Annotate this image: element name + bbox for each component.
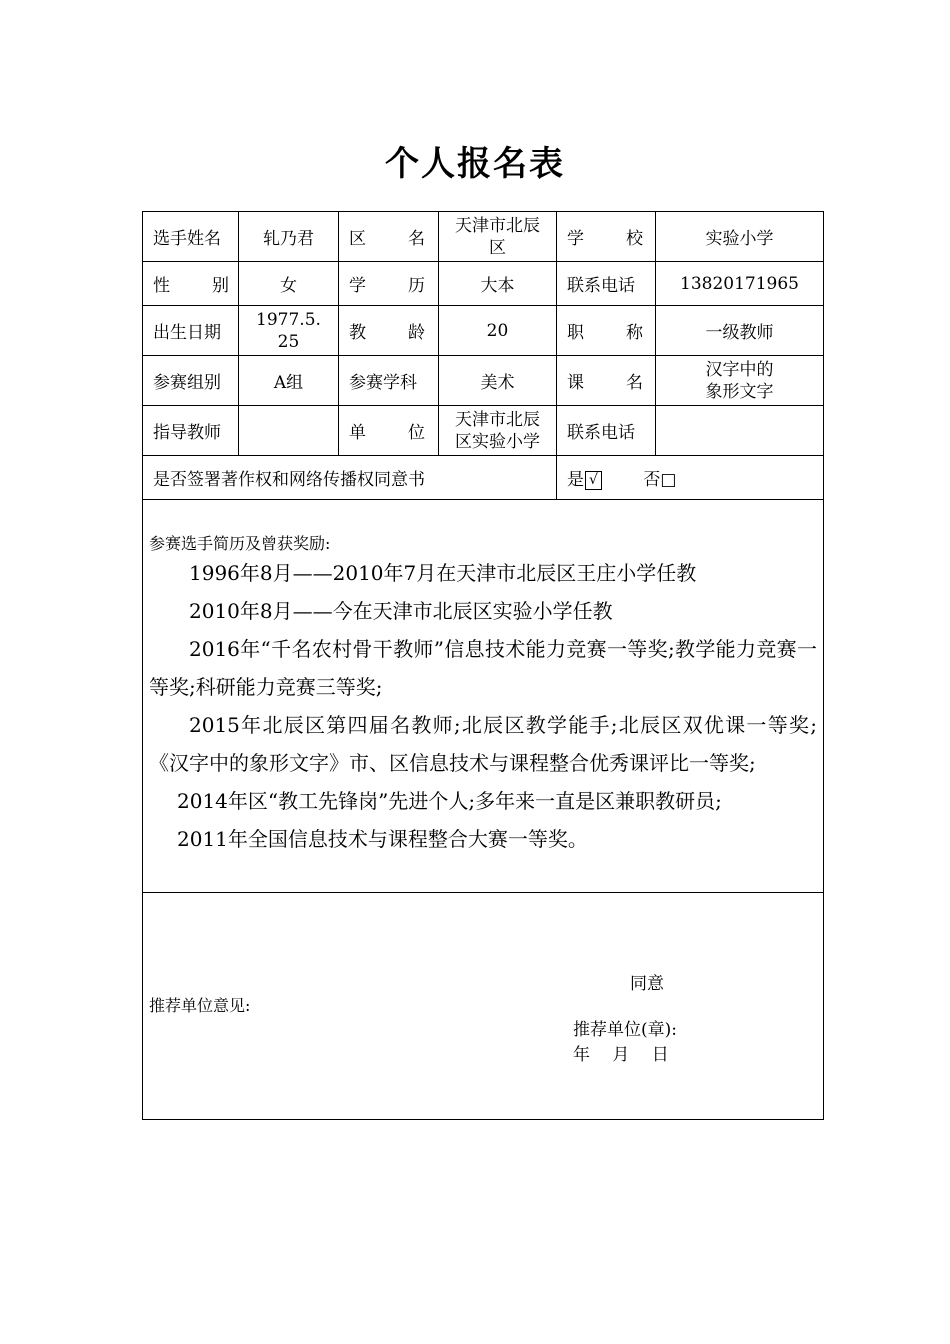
label-lesson-a: 课 [567, 373, 584, 393]
resume-cell [143, 500, 824, 893]
label-lesson-b: 名 [626, 373, 643, 393]
label-teaching-years [339, 306, 439, 356]
copyright-no-checkbox[interactable]: □ [660, 470, 677, 490]
label-gender [143, 262, 239, 306]
label-gender-b: 别 [212, 276, 229, 296]
label-school-b: 校 [626, 229, 643, 249]
label-school [557, 212, 656, 262]
label-education-a: 学 [349, 276, 366, 296]
copyright-no-label: 否 [643, 470, 661, 490]
opinion-cell [143, 893, 824, 1120]
value-lesson [656, 356, 824, 406]
resume-heading: 参赛选手简历及曾获奖励: [149, 534, 331, 553]
page-title: 个人报名表 [385, 144, 565, 184]
label-unit-b: 位 [408, 423, 425, 443]
copyright-question: 是否签署著作权和网络传播权同意书 [143, 456, 557, 500]
label-lesson [557, 356, 656, 406]
label-title [557, 306, 656, 356]
resume-paragraph: 2010年8月——今在天津市北辰区实验小学任教 [189, 599, 613, 623]
value-advisor-phone [656, 406, 824, 456]
opinion-seal-label: 推荐单位(章): [573, 1020, 677, 1040]
label-gender-a: 性 [153, 276, 170, 296]
label-district [339, 212, 439, 262]
value-birthdate [239, 306, 339, 356]
label-group: 参赛组别 [143, 356, 239, 406]
table-row [143, 406, 824, 456]
label-school-a: 学 [567, 229, 584, 249]
copyright-answer [557, 456, 824, 500]
value-birthdate-b: 25 [277, 331, 300, 352]
resume-paragraph: 2014年区“教工先锋岗”先进个人;多年来一直是区兼职教研员; [177, 789, 722, 813]
label-district-b: 名 [408, 229, 425, 249]
label-teaching-years-b: 龄 [408, 323, 425, 343]
value-advisor [239, 406, 339, 456]
table-row [143, 262, 824, 306]
opinion-agree: 同意 [630, 974, 664, 994]
value-subject: 美术 [439, 356, 557, 406]
label-title-b: 称 [626, 323, 643, 343]
resume-paragraph: 1996年8月——2010年7月在天津市北辰区王庄小学任教 [189, 561, 697, 585]
resume-paragraph: 2016年“千名农村骨干教师”信息技术能力竞赛一等奖;教学能力竞赛一等奖;科研能力竞赛三等奖; [149, 637, 817, 699]
opinion-heading: 推荐单位意见: [149, 996, 251, 1015]
label-district-a: 区 [349, 229, 366, 249]
value-group: A组 [239, 356, 339, 406]
value-phone: 13820171965 [656, 262, 824, 306]
label-education-b: 历 [408, 276, 425, 296]
table-row [143, 212, 824, 262]
value-unit [439, 406, 557, 456]
value-birthdate-a: 1977.5. [256, 309, 321, 330]
value-unit-b: 区实验小学 [455, 431, 540, 452]
label-name: 选手姓名 [143, 212, 239, 262]
label-title-a: 职 [567, 323, 584, 343]
label-teaching-years-a: 教 [349, 323, 366, 343]
value-district-a: 天津市北辰 [455, 215, 540, 236]
registration-form [142, 211, 824, 1120]
resume-paragraph: 2011年全国信息技术与课程整合大赛一等奖。 [177, 827, 588, 851]
label-unit [339, 406, 439, 456]
opinion-date: 年 月 日 [573, 1045, 669, 1065]
resume-paragraph: 2015年北辰区第四届名教师;北辰区教学能手;北辰区双优课一等奖;《汉字中的象形文字》市、区信息技术与课程整合优秀课评比一等奖; [149, 713, 817, 775]
label-phone: 联系电话 [557, 262, 656, 306]
label-birthdate: 出生日期 [143, 306, 239, 356]
value-gender: 女 [239, 262, 339, 306]
resume-body [149, 554, 817, 858]
label-subject: 参赛学科 [339, 356, 439, 406]
table-row [143, 356, 824, 406]
value-lesson-b: 象形文字 [705, 381, 774, 402]
value-name: 轧乃君 [239, 212, 339, 262]
value-lesson-a: 汉字中的 [705, 359, 774, 380]
table-row [143, 500, 824, 893]
label-education [339, 262, 439, 306]
value-teaching-years: 20 [439, 306, 557, 356]
value-district [439, 212, 557, 262]
label-advisor: 指导教师 [143, 406, 239, 456]
label-unit-a: 单 [349, 423, 366, 443]
value-title: 一级教师 [656, 306, 824, 356]
copyright-yes-checkbox[interactable]: √ [585, 471, 602, 490]
value-education: 大本 [439, 262, 557, 306]
table-row [143, 893, 824, 1120]
value-unit-a: 天津市北辰 [455, 409, 540, 430]
value-school: 实验小学 [656, 212, 824, 262]
value-district-b: 区 [489, 237, 506, 258]
table-row [143, 456, 824, 500]
table-row [143, 306, 824, 356]
copyright-yes-label: 是 [567, 470, 584, 490]
label-advisor-phone: 联系电话 [557, 406, 656, 456]
opinion-seal-block [573, 1018, 677, 1068]
